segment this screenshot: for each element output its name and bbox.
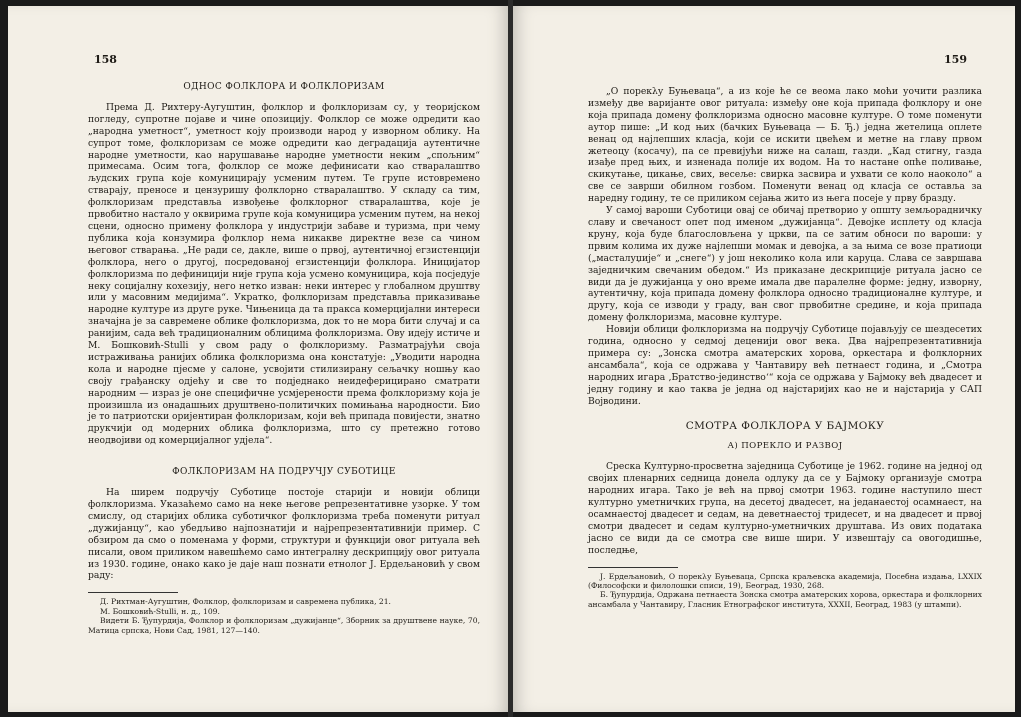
page-number: 158 [94, 53, 117, 66]
footnote-divider [588, 567, 678, 568]
paragraph: Среска Културно-просветна заједница Суботице је 1962. године на једној од својих пленарних седница донела одлуку да се у Бајмоку организује смотра народних игара. Тако је већ на првој смотри 1963. године наступило шест културно уметничких група, на десетој двадесет, на једанаестој осамнаест, на осамнаестој двадесет и седам, на деветнаестој тридесет, и на двадесет и првој смотри двадесет и седам културно-уметничких друштава. Из ових података јасно се види да се смотра све више шири. У извештају са овогодишње, последње, [588, 461, 982, 556]
footnote: Ј. Ердељановић, О порекλу Буњеваца, Српска краљевска академија, Посебна издања, LXXIX (Философски и филолошки списи, 19), Београд, 1930, 268. [588, 571, 982, 590]
paragraph: На ширем подручју Суботице постоје старији и новији облици фолклоризма. Указаћемо само на неке његове репрезентативне узорке. У том смислу, од старијих облика суботичког фолклоризма треба поменути ритуал „дужијанцу“, као убедљиво најпознатији и најрепрезентативнији пример. С обзиром да смо о поменама у форми, структури и функцији овог ритуала већ писали, овом приликом навешћемо само интегралну дескрипцију овог ритуала из 1930. године, онако како је даје наш познати етнолог Ј. Ердељановић у свом раду: [88, 487, 480, 582]
section-heading: СМОТРА ФОЛКЛОРА У БАЈМОКУ [685, 420, 885, 433]
footnote: Видети Б. Ђупурдија, Фолклор и фолклоризам „дужијанце“, Зборник за друштвене науке, 70, Матица српска, Нови Сад, 1981, 127—140. [88, 616, 480, 635]
left-text-column [88, 76, 480, 635]
left-page [8, 6, 509, 712]
page-number: 159 [944, 53, 967, 66]
chapter-heading: ОДНОС ФОЛКЛОРА И ФОЛКЛОРИЗАМ [183, 82, 385, 92]
paragraph: Према Д. Рихтеру-Аугуштин, фолклор и фолклоризам су, у теоријском погледу, супротне појаве и чине опозицију. Фолклор се може одредити као „народна уметност“, уметност коју производи народ у изворном облику. На супрот томе, фолклоризам се може одредити као деградација аутентичне народне уметности, као нарушавање народне уметности неким „спољним“ примесама. Осим тога, фолклор се може дефинисати као стваралаштво људских група које комуницирају усменим путем. Те групе истовремено стварају, преносе и цензуришу фолклорно стваралаштво. У складу са тим, фолклоризам представља извођење фолклорног стваралаштва, које је првобитно настало у оквирима групе која комуницира усменим путем, на некој сцени, односно примену фолклора у индустрији забаве и туризма, при чему публика која конзумира фолклор нема никакве директне везе са чином његовог стварања. „Не ради се, дакле, више о првој, аутентичној егзистенцији фолклора, него о другој, посредованој егзистенцији фолклора. Иницијатор фолклоризма по дефиницији није група која усмено комуницира, која посједује неку социјалну кохезију, него нетко изван: неки интерес у глобалном друштву или у масовним медијима“. Укратко, фолклоризам представља приказивање народне културе из друге руке. Чињеница да та пракса комерцијални интереси значајна је за савремене облике фолклоризма, док то не мора бити случај и са ранијим, сада већ традиционалним облицима фолклоризма. Ову идеју истиче и М. Бошковић-Stulli у свом раду о фолклоризму. Разматрајући своја истраживања ранијих облика фолклоризма она констатује: „Уводити народна кола и народне пјесме у салоне, усвојити стилизирану сељачку ношњу као своју грађанску одјећу и све то подједнако неидеферицирано сматрати народним — израз је оне специфичне усмјерености према фолклоризму која је произишла из онадашњих друштвено-политичких помињања народности. Био је то патриотски оријентиран фолклоризам, који већ припада повијести, знатно друкчији од модерних облика фолклоризма, што су претежно готово неодвојиви од комерцијалног удјела“. [88, 101, 480, 447]
subsection-heading: А) ПОРЕКЛО И РАЗВОЈ [727, 441, 843, 452]
paragraph: Новији облици фолклоризма на подручју Суботице појављују се шездесетих година, односно у седмој деценији овог века. Два најрепрезентативнија примера су: „Зонска смотра аматерских хорова, оркестара и фолклорних ансамбала“, која се одржава у Чантавиру већ петнаест година, и „Смотра народних игара ‚Братство-јединство‘“ која се одржава у Бајмоку већ двадесет и једну годину и као таква је једна од најстаријих као не и најстарија у САП Војводини. [588, 324, 982, 407]
footnote: М. Бошковић-Stulli, н. д., 109. [100, 606, 220, 616]
right-text-column [588, 86, 982, 609]
footnote: Д. Рихтман-Аугуштин, Фолклор, фолклоризам и савремена публика, 21. [100, 597, 391, 607]
footnote-divider [88, 592, 178, 593]
footnote: Б. Ђупурдија, Одржана петнаеста Зонска смотра аматерских хорова, оркестара и фолклорних ансамбала у Чантавиру, Гласник Етнографског института, XXXII, Београд, 1983 (у штампи). [588, 590, 982, 609]
right-page [513, 6, 1015, 712]
section-heading: ФОЛКЛОРИЗАМ НА ПОДРУЧЈУ СУБОТИЦЕ [172, 467, 396, 478]
paragraph: „О порекλу Буњеваца“, а из које ће се веома лако моћи уочити разлика између две варијанте овог ритуала: између оне која припада фолклору и оне која припада домену фолклоризма односно масовне културе. О томе поменути аутор пише: „И код њих (бачких Буњеваца — Б. Ђ.) једна жетелица оплете венац од најлепших класја, који се искити цвећем и метне на главу првом жетеоцу (косачу), па се превијући ниже на салаш, газди. „Кад стигну, газда изађе пред њих, и изненада полије их водом. На то настане опће поливање, скикутање, цикање, свих, весеље: свирка засвира и ухвати се коло наоколо“ а све се заврши обилном гозбом. Поменути венац од класја се оставља за наредну годину, те се приликом сејања жито из њега посеје у прву бразду. [588, 86, 982, 205]
paragraph: У самој вароши Суботици овај се обичај претворио у општу земљорадничку славу и свечаност опет под именом „дужијанца“. Девојке исплету од класја круну, која буде благословљена у цркви, па се затим обноси по вароши: у првим колима их дуже најлепши момак и девојка, а за њима се возе пратиоци („масталуџије“ и „снеге“) у још неколико кола или каруца. Слава се завршава заједничким свечаним обедом.“ Из приказане дескрипције ритуала јасно се види да је дужијанца у оно време имала две паралелне форме: једну, изворну, аутентичну, која припада домену фолклора односно традиционалне културе, и другу, која се изводи у граду, ван свог првобитне средине, и која припада домену фолклоризма, масовне културе. [588, 205, 982, 324]
